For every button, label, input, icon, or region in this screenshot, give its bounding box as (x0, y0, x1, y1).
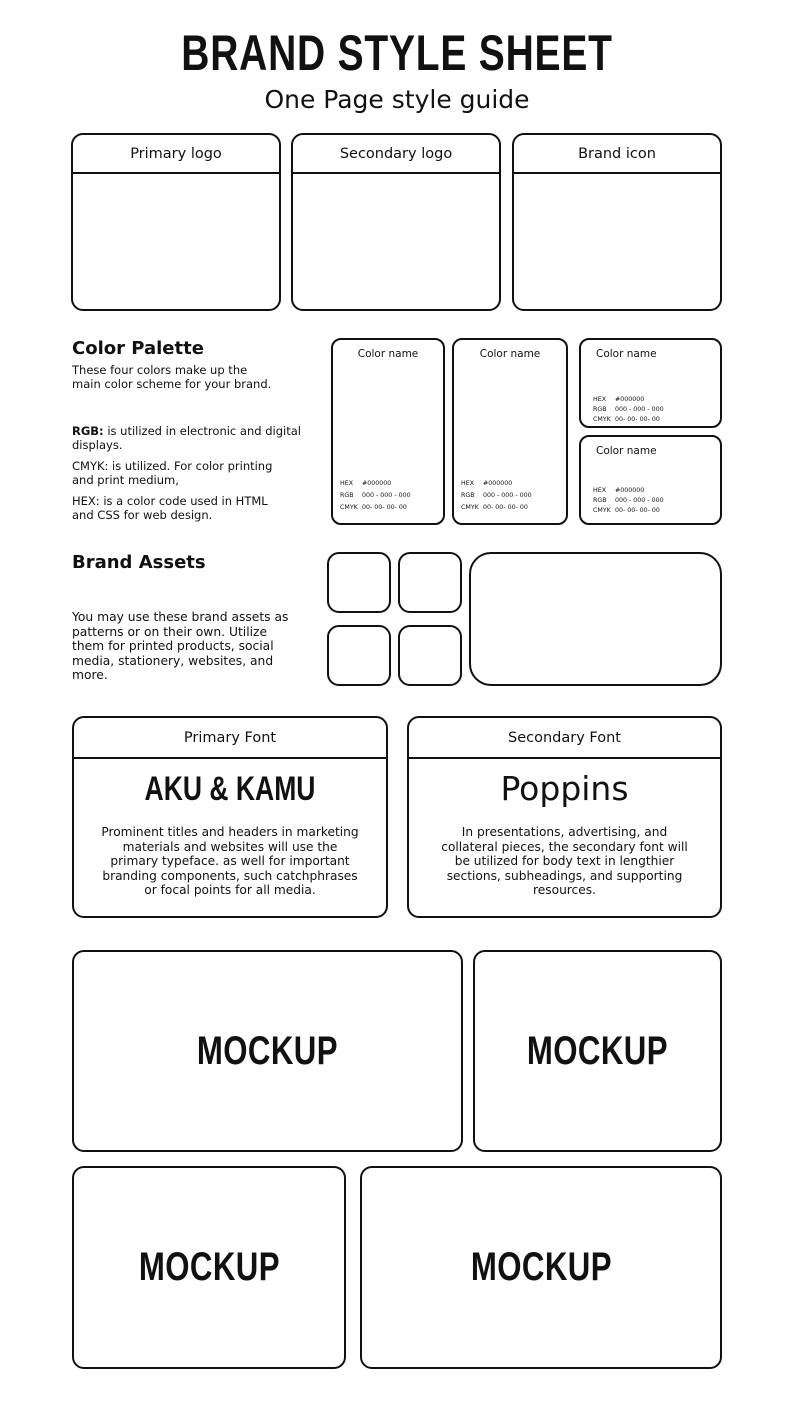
cmyk-spec: CMYK 00- 00- 00- 00 (461, 504, 528, 511)
rgb-spec: RGB 000 - 000 - 000 (593, 406, 664, 413)
assets-line: You may use these brand assets as (72, 610, 289, 624)
color-name: Color name (357, 348, 419, 360)
asset-slot (327, 625, 391, 686)
primary-logo-box (71, 133, 281, 311)
secondary-font-description: In presentations, advertising, and collateral pieces, the secondary font will be utilized for body text in lengthier sections, subheadings, and supporting resources. (441, 825, 688, 897)
assets-line: media, stationery, websites, and (72, 653, 274, 668)
hex-spec: HEX #000000 (593, 396, 645, 403)
mockup-frame-3 (72, 1166, 346, 1369)
rgb-spec: RGB 000 - 000 - 000 (461, 492, 532, 499)
cmyk-line: and print medium, (72, 472, 179, 487)
mockup-frame-4 (360, 1166, 722, 1369)
color-name: Color name (596, 445, 657, 457)
brand-assets-description (72, 610, 312, 683)
primary-logo-label: Primary logo (73, 135, 279, 174)
intro-line: main color scheme for your brand. (72, 376, 272, 391)
secondary-logo-label: Secondary logo (293, 135, 499, 174)
rgb-text: is utilized in electronic and digital (103, 424, 301, 438)
color-card-3 (579, 338, 722, 428)
mockup-frame-2 (473, 950, 722, 1152)
assets-line: more. (72, 668, 108, 682)
color-name: Color name (479, 348, 541, 360)
primary-font-description: Prominent titles and headers in marketing materials and websites will use the primary typeface. as well for important branding components, such catchphrases or focal points for all media. (101, 825, 359, 897)
asset-slot-large (469, 552, 722, 686)
color-name: Color name (596, 348, 657, 360)
rgb-text-2: displays. (72, 437, 123, 452)
mockup-label: MOCKUP (526, 1028, 669, 1073)
asset-slot (398, 552, 462, 613)
hex-spec: HEX #000000 (593, 487, 645, 494)
mockup-label: MOCKUP (138, 1245, 280, 1289)
assets-line: them for printed products, social (72, 639, 274, 653)
brand-icon-label: Brand icon (514, 135, 720, 174)
color-card-1 (331, 338, 445, 525)
primary-font-sample: AKU & KAMU (144, 770, 316, 808)
color-card-2 (452, 338, 568, 525)
secondary-font-box (407, 716, 722, 918)
primary-font-label: Primary Font (74, 718, 386, 759)
cmyk-spec: CMYK 00- 00- 00- 00 (340, 504, 407, 511)
color-palette-heading: Color Palette (72, 338, 204, 359)
intro-line: These four colors make up the (72, 363, 248, 377)
hex-spec: HEX #000000 (461, 480, 513, 487)
cmyk-spec: CMYK 00- 00- 00- 00 (593, 507, 660, 514)
page-title: BRAND STYLE SHEET (181, 25, 613, 81)
rgb-description (72, 425, 312, 452)
secondary-font-sample: Poppins (500, 769, 629, 808)
asset-slot (398, 625, 462, 686)
asset-slot (327, 552, 391, 613)
cmyk-description (72, 460, 312, 487)
secondary-logo-box (291, 133, 501, 311)
cmyk-line: CMYK: is utilized. For color printing (72, 459, 273, 473)
brand-icon-box (512, 133, 722, 311)
brand-assets-heading: Brand Assets (72, 552, 206, 573)
mockup-label: MOCKUP (470, 1245, 612, 1289)
rgb-spec: RGB 000 - 000 - 000 (340, 492, 411, 499)
page-subtitle: One Page style guide (264, 85, 530, 114)
hex-description (72, 495, 312, 522)
rgb-label: RGB: (72, 424, 104, 438)
mockup-frame-1 (72, 950, 463, 1152)
cmyk-spec: CMYK 00- 00- 00- 00 (593, 416, 660, 423)
color-card-4 (579, 435, 722, 525)
color-palette-intro (72, 364, 312, 391)
secondary-font-label: Secondary Font (409, 718, 720, 759)
rgb-spec: RGB 000 - 000 - 000 (593, 497, 664, 504)
hex-line: and CSS for web design. (72, 507, 213, 522)
hex-spec: HEX #000000 (340, 480, 392, 487)
assets-line: patterns or on their own. Utilize (72, 624, 268, 639)
primary-font-box (72, 716, 388, 918)
mockup-label: MOCKUP (196, 1028, 339, 1073)
hex-line: HEX: is a color code used in HTML (72, 494, 268, 508)
